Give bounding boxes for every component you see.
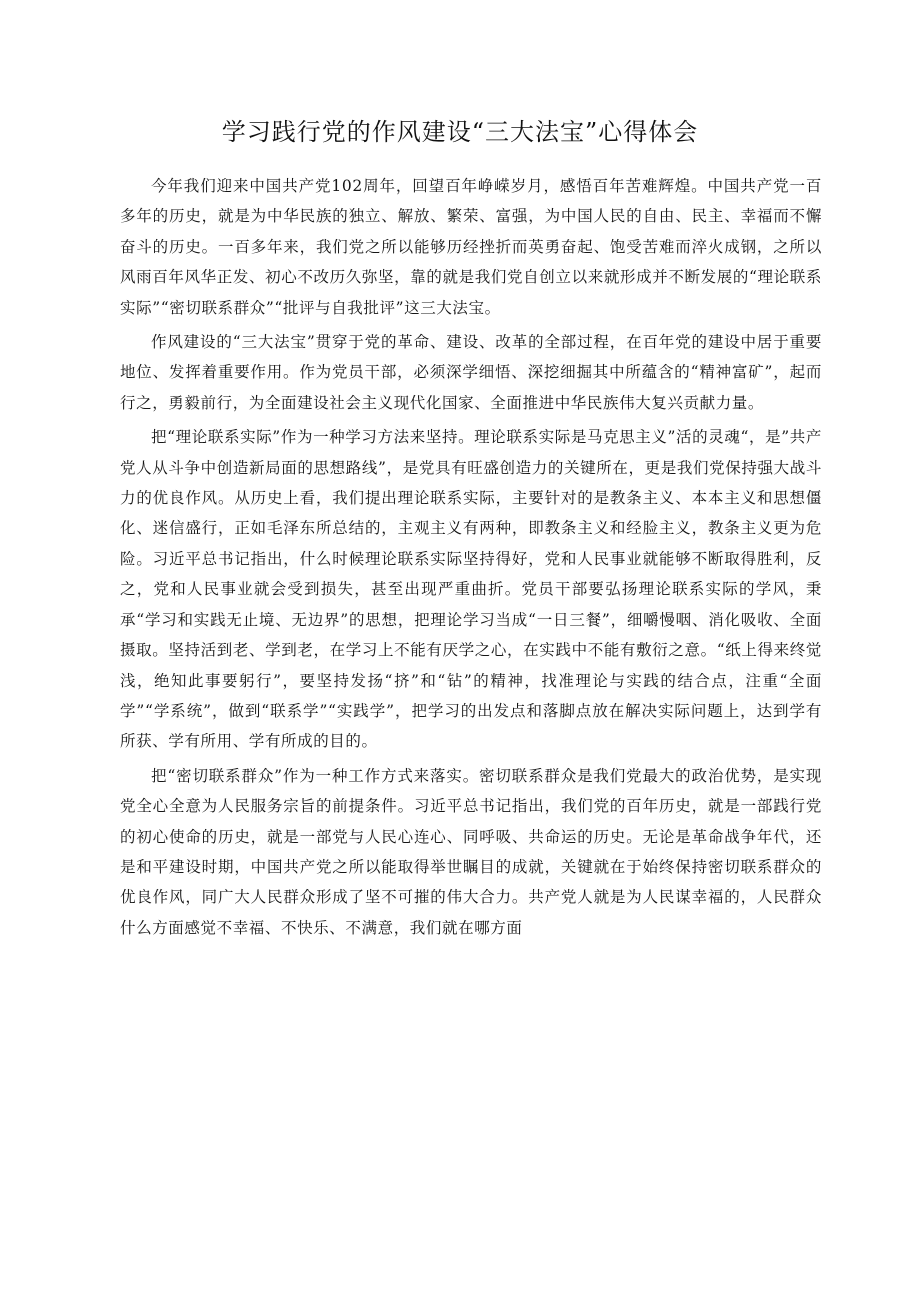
paragraph-mass-line: 把“密切联系群众”作为一种工作方式来落实。密切联系群众是我们党最大的政治优势，是实现党全心全意为人民服务宗旨的前提条件。习近平总书记指出，我们党的百年历史，就是一部践行党的初心使命的历史，就是一部党与人民心连心、同呼吸、共命运的历史。无论是革命战争年代，还是和平建设时期，中国共产党之所以能取得举世瞩目的成就，关键就在于始终保持密切联系群众的优良作风，同广大人民群众形成了坚不可摧的伟大合力。共产党人就是为人民谋幸福的，人民群众什么方面感觉不幸福、不快乐、不满意，我们就在哪方面 [120,766,822,937]
paragraph-three-treasures: 作风建设的“三大法宝”贯穿于党的革命、建设、改革的全部过程，在百年党的建设中居于重要地位、发挥着重要作用。作为党员干部，必须深学细悟、深挖细掘其中所蕴含的“精神富矿”，起而行之，勇毅前行，为全面建设社会主义现代化国家、全面推进中华民族伟大复兴贡献力量。 [120,333,822,412]
paragraph-intro: 今年我们迎来中国共产党102周年，回望百年峥嵘岁月，感悟百年苦难辉煌。中国共产党一百多年的历史，就是为中华民族的独立、解放、繁荣、富强，为中国人民的自由、民主、幸福而不懈奋斗的历史。一百多年来，我们党之所以能够历经挫折而英勇奋起、饱受苦难而淬火成钢，之所以风雨百年风华正发、初心不改历久弥坚，靠的就是我们党自创立以来就形成并不断发展的“理论联系实际”“密切联系群众”“批评与自我批评”这三大法宝。 [120,177,822,317]
paragraph-theory-practice: 把“理论联系实际”作为一种学习方法来坚持。理论联系实际是马克思主义”活的灵魂“，是”共产党人从斗争中创造新局面的思想路线”，是党具有旺盛创造力的关键所在，更是我们党保持强大战斗力的优良作风。从历史上看，我们提出理论联系实际，主要针对的是教条主义、本本主义和思想僵化、迷信盛行，正如毛泽东所总结的，主观主义有两种，即教条主义和经脸主义，教条主义更为危险。习近平总书记指出，什么时候理论联系实际坚持得好，党和人民事业就能够不断取得胜利，反之，党和人民事业就会受到损失，甚至出现严重曲折。党员干部要弘扬理论联系实际的学风，秉承“学习和实践无止境、无边界”的思想，把理论学习当成“一日三餐”，细嚼慢咽、消化吸收、全面摄取。坚持活到老、学到老，在学习上不能有厌学之心，在实践中不能有敷衍之意。“纸上得来终觉浅，绝知此事要躬行”，要坚持发扬“挤”和“钻”的精神，找准理论与实践的结合点，注重“全面学”“学系统”，做到“联系学”“实践学”，把学习的出发点和落脚点放在解决实际问题上，达到学有所获、学有所用、学有所成的目的。 [120,428,822,751]
document-body [120,171,822,943]
document-title: 学习践行党的作风建设“三大法宝”心得体会 [221,118,699,146]
